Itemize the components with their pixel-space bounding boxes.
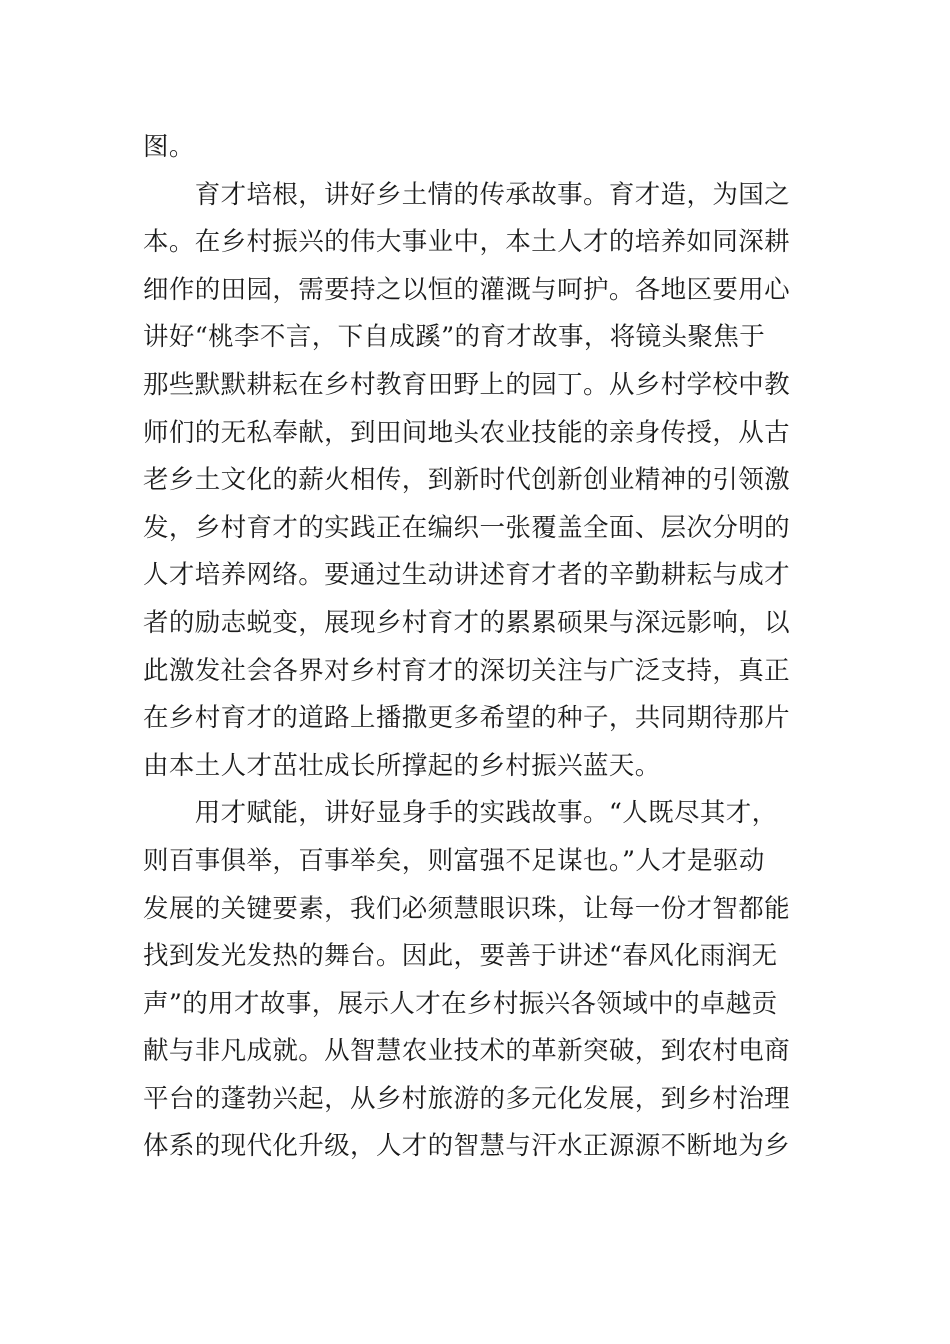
text-line: 图。 [143, 132, 195, 162]
text-line: 此激发社会各界对乡村育才的深切关注与广泛支持，真正 [143, 655, 791, 686]
text-line: 育才培根，讲好乡土情的传承故事。育才造，为国之 [143, 179, 791, 210]
text-line: 讲好“桃李不言，下自成蹊”的育才故事，将镜头聚焦于 [143, 322, 766, 353]
text-line: 献与非凡成就。从智慧农业技术的革新突破，到农村电商 [143, 1036, 791, 1067]
text-line: 老乡土文化的薪火相传，到新时代创新创业精神的引领激 [143, 465, 791, 496]
text-line: 人才培养网络。要通过生动讲述育才者的辛勤耕耘与成才 [143, 560, 791, 591]
text-line: 用才赋能，讲好显身手的实践故事。“人既尽其才， [143, 798, 778, 829]
text-line: 则百事俱举，百事举矣，则富强不足谋也。”人才是驱动 [143, 845, 765, 876]
text-line: 声”的用才故事，展示人才在乡村振兴各领域中的卓越贡 [143, 988, 778, 1019]
text-line: 发，乡村育才的实践正在编织一张覆盖全面、层次分明的 [143, 512, 791, 543]
text-line: 本。在乡村振兴的伟大事业中，本土人才的培养如同深耕 [143, 227, 791, 258]
text-line: 平台的蓬勃兴起，从乡村旅游的多元化发展，到乡村治理 [143, 1083, 791, 1114]
text-line: 找到发光发热的舞台。因此，要善于讲述“春风化雨润无 [143, 941, 778, 972]
text-line: 者的励志蜕变，展现乡村育才的累累硕果与深远影响，以 [143, 607, 791, 638]
text-line: 发展的关键要素，我们必须慧眼识珠，让每一份才智都能 [143, 893, 791, 924]
text-line: 师们的无私奉献，到田间地头农业技能的亲身传授，从古 [143, 417, 791, 448]
text-line: 那些默默耕耘在乡村教育田野上的园丁。从乡村学校中教 [143, 369, 791, 400]
text-line: 细作的田园，需要持之以恒的灌溉与呵护。各地区要用心 [143, 274, 791, 305]
text-line: 体系的现代化升级，人才的智慧与汗水正源源不断地为乡 [143, 1131, 791, 1162]
text-line: 在乡村育才的道路上播撒更多希望的种子，共同期待那片 [143, 703, 791, 734]
text-line: 由本土人才茁壮成长所撑起的乡村振兴蓝天。 [143, 750, 661, 781]
body-text [143, 124, 808, 1171]
